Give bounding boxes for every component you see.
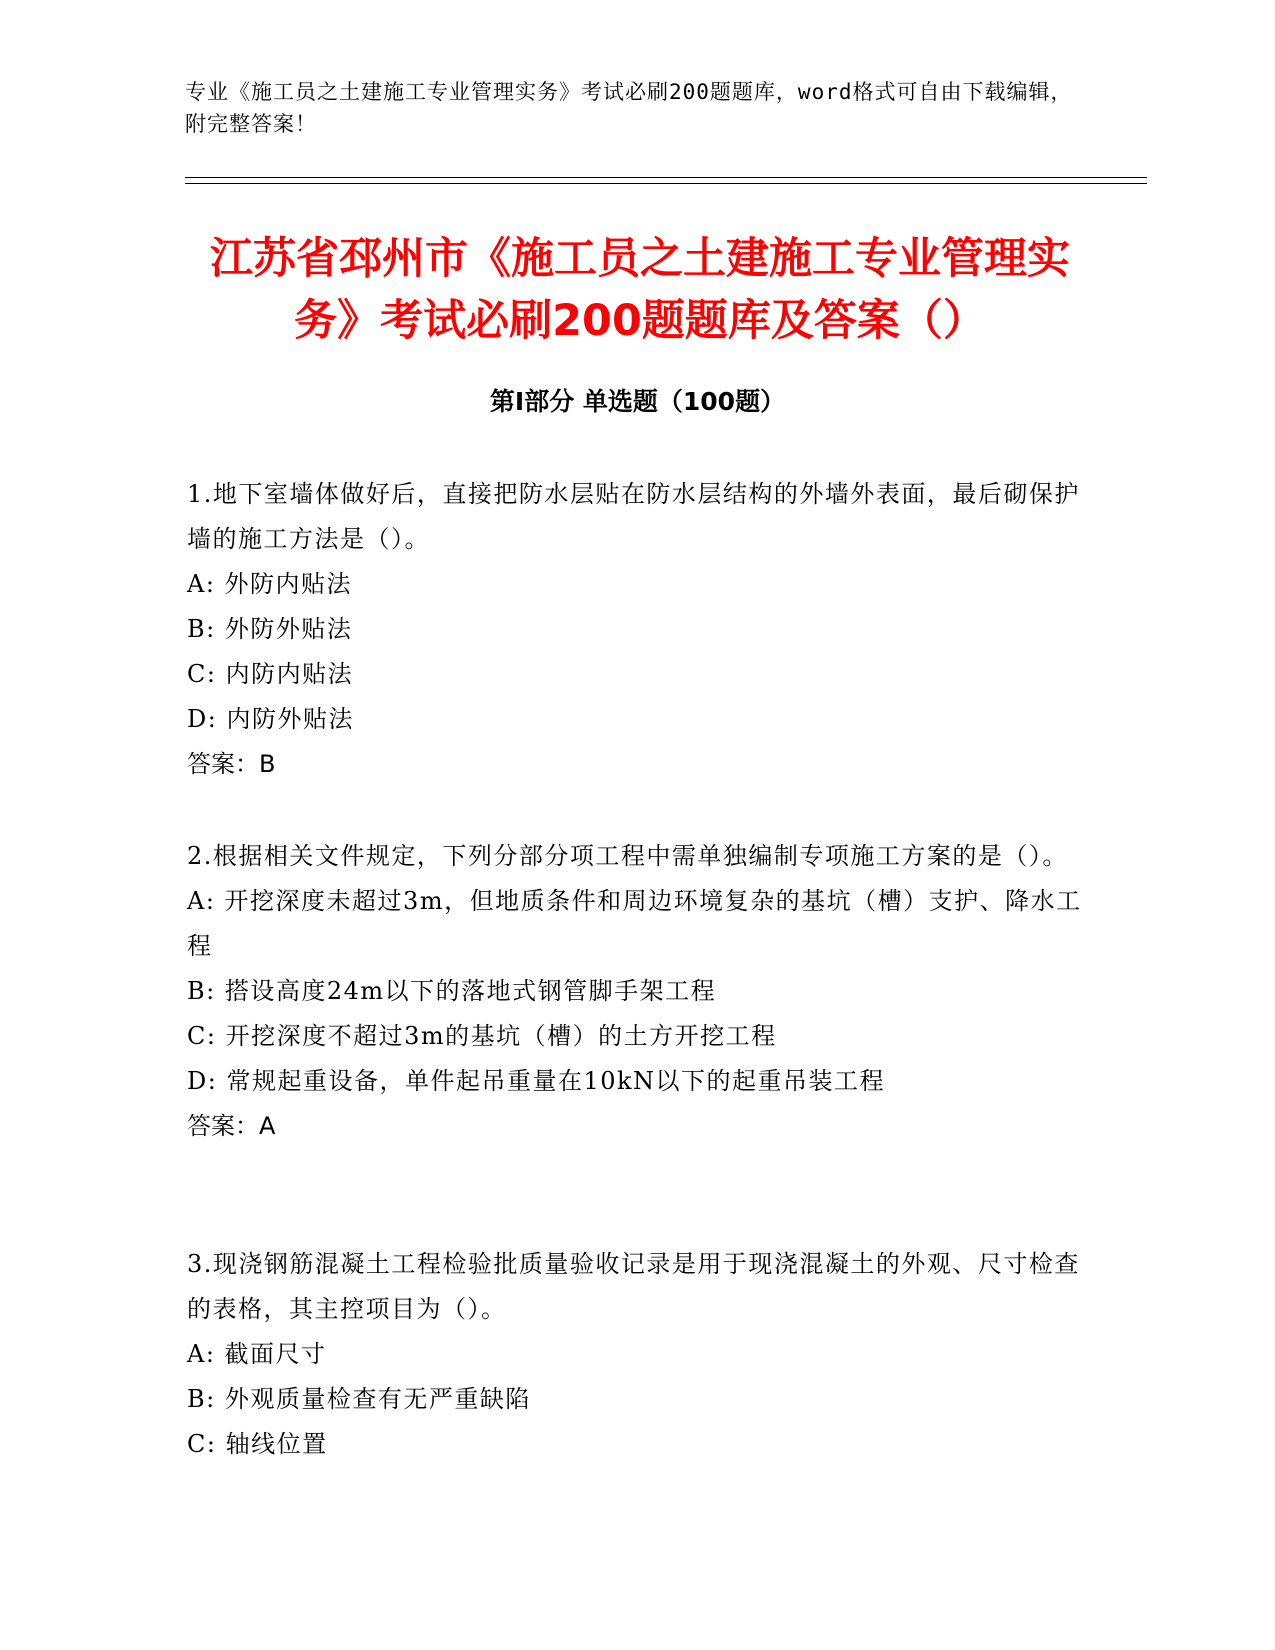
question-block	[187, 472, 1087, 787]
question-block	[187, 834, 1087, 1149]
option-d: D: 内防外贴法	[187, 705, 354, 733]
question-block	[187, 1242, 1087, 1467]
answer-line: 答案：A	[187, 1112, 276, 1140]
option-a: A: 开挖深度未超过3m，但地质条件和周边环境复杂的基坑（槽）支护、降水工程	[187, 887, 1082, 960]
answer-line: 答案：B	[187, 750, 276, 778]
option-b: B: 搭设高度24m以下的落地式钢管脚手架工程	[187, 977, 717, 1005]
question-stem: 3.现浇钢筋混凝土工程检验批质量验收记录是用于现浇混凝土的外观、尺寸检查的表格，其主控项目为（）。	[187, 1250, 1080, 1323]
header-divider-bottom	[185, 183, 1147, 184]
header-divider-top	[185, 177, 1147, 178]
question-stem: 2.根据相关文件规定，下列分部分项工程中需单独编制专项施工方案的是（）。	[187, 842, 1068, 870]
option-b: B: 外防外贴法	[187, 615, 353, 643]
document-title: 江苏省邳州市《施工员之土建施工专业管理实务》考试必刷200题题库及答案（）	[210, 234, 1070, 346]
option-a: A: 截面尺寸	[187, 1340, 327, 1368]
header-note: 专业《施工员之土建施工专业管理实务》考试必刷200题题库，word格式可自由下载编辑，附完整答案！	[185, 80, 1073, 136]
option-c: C: 内防内贴法	[187, 660, 354, 688]
option-d: D: 常规起重设备，单件起吊重量在10kN以下的起重吊装工程	[187, 1067, 886, 1095]
option-a: A: 外防内贴法	[187, 570, 353, 598]
option-c: C: 开挖深度不超过3m的基坑（槽）的土方开挖工程	[187, 1022, 777, 1050]
option-c: C: 轴线位置	[187, 1430, 328, 1458]
option-b: B: 外观质量检查有无严重缺陷	[187, 1385, 531, 1413]
section-heading: 第Ⅰ部分 单选题（100题）	[489, 387, 786, 416]
question-stem: 1.地下室墙体做好后，直接把防水层贴在防水层结构的外墙外表面，最后砌保护墙的施工方法是（）。	[187, 480, 1080, 553]
